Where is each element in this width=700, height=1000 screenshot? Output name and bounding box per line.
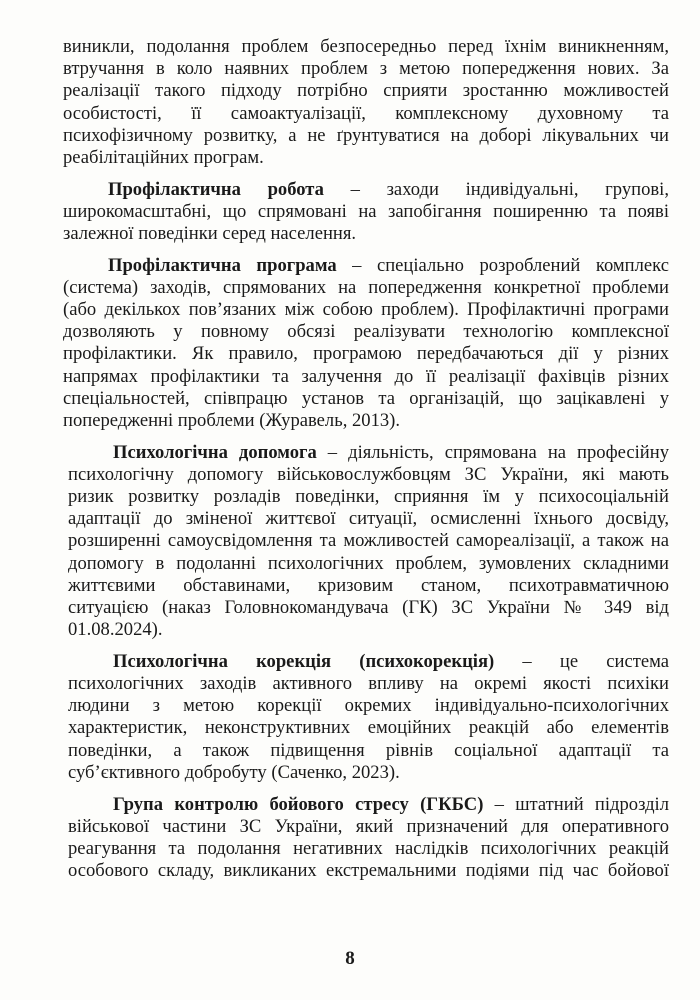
defined-term: Психологічна допомога [113, 441, 317, 463]
text-line: широкомасштабні, що спрямовані на запобігання поширенню та появі [63, 200, 669, 222]
document-body [63, 36, 669, 892]
definition-text: – це система [494, 650, 669, 672]
text-line: поведінки, а також підвищення рівнів соціальної адаптації та [68, 739, 669, 761]
definition-text: – штатний підрозділ [483, 793, 669, 815]
paragraph [63, 651, 669, 784]
text-line: виникли, подолання проблем безпосередньо перед їхнім виникненням, [63, 36, 669, 57]
paragraph [63, 179, 669, 246]
paragraph [63, 255, 669, 433]
text-line: попередженні проблеми (Журавель, 2013). [63, 410, 401, 431]
paragraph [63, 36, 669, 169]
text-line: напрямах профілактики та залучення до її реалізації фахівців різних [63, 365, 669, 387]
paragraph [63, 794, 669, 883]
paragraph [63, 442, 669, 642]
text-line [63, 442, 669, 464]
text-line: залежної поведінки серед населення. [63, 223, 357, 244]
text-line: (або декількох пов’язаних між собою проблем). Профілактичні програми [63, 299, 669, 321]
defined-term: Група контролю бойового стресу (ГКБС) [113, 793, 484, 815]
text-line: життєвими обставинами, кризовим станом, психотравматичною [68, 574, 669, 596]
text-line: (система) заходів, спрямованих на попередження конкретної проблеми [63, 276, 669, 298]
text-line: людини з метою корекції окремих індивідуально-психологічних [68, 695, 669, 717]
text-line: дозволяють у повному обсязі реалізувати технологію комплексної [63, 321, 669, 343]
definition-text: – спеціально розроблений комплекс [336, 254, 669, 276]
text-line: розширенні самоусвідомлення та можливостей самореалізації, а також на [68, 530, 669, 552]
text-line [63, 651, 669, 673]
text-line: ризик розвитку розладів поведінки, сприяння їм у психосоціальній [68, 486, 669, 508]
text-line: особистості, її самоактуалізації, комплексному духовному та [63, 102, 669, 124]
defined-term: Психологічна корекція (психокорекція) [113, 650, 495, 672]
text-line: реагування та подолання негативних наслідків психологічних реакцій [68, 837, 669, 859]
text-line: військової частини ЗС України, який призначений для оперативного [68, 815, 669, 837]
definition-text: – заходи індивідуальні, групові, [323, 178, 669, 200]
text-line: профілактики. Як правило, програмою передбачаються дії у різних [63, 343, 669, 365]
text-line: ситуацією (наказ Головнокомандувача (ГК) ЗС України № 349 від [68, 597, 669, 618]
defined-term: Профілактична робота [108, 178, 324, 200]
text-line: психологічних заходів активного впливу на окремі якості психіки [68, 673, 669, 695]
defined-term: Профілактична програма [108, 254, 337, 276]
text-line: характеристик, неконструктивних емоційних реакцій або елементів [68, 717, 669, 739]
text-line [63, 794, 669, 816]
text-line: спеціальностей, співпрацю установ та організацій, що зацікавлені у [63, 387, 669, 409]
text-line: допомогу в подоланні психологічних проблем, зумовлених складними [68, 552, 669, 574]
text-line: психологічну допомогу військовослужбовцям ЗС України, які мають [68, 463, 669, 485]
text-line [63, 255, 669, 277]
definition-text: – діяльність, спрямована на професійну [316, 441, 669, 463]
text-line: реалізації такого підходу потрібно сприяти зростанню можливостей [63, 80, 669, 102]
text-line: 01.08.2024). [68, 619, 163, 641]
text-line [63, 179, 669, 201]
text-line: психофізичному розвитку, а не ґрунтуватися на доборі лікувальних чи [63, 124, 669, 146]
text-line: реабілітаційних програм. [63, 146, 264, 168]
text-line: особового складу, викликаних екстремальними подіями під час бойової [68, 860, 669, 882]
text-line: суб’єктивного добробуту (Саченко, 2023). [68, 761, 400, 783]
text-line: втручання в коло наявних проблем з метою попередження нових. За [63, 58, 669, 80]
page-number: 8 [345, 948, 355, 969]
text-line: адаптації до зміненої життєвої ситуації, осмисленні їхнього досвіду, [68, 508, 669, 530]
